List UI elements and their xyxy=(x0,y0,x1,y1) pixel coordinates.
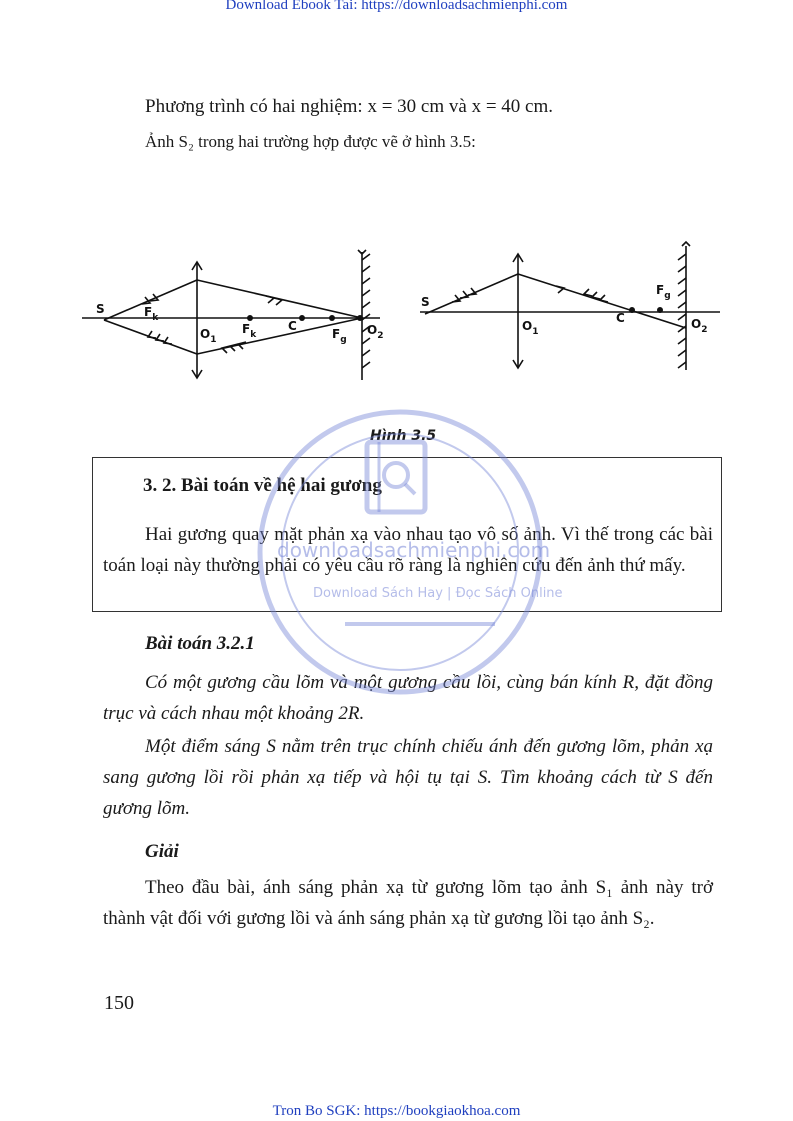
page-number: 150 xyxy=(104,992,134,1014)
svg-text:O2: $O_2$ xyxy=(367,323,384,341)
svg-text:S: S xyxy=(421,295,430,309)
left-fg-dot xyxy=(329,315,335,321)
intro-line-1: Phương trình có hai nghiệm: x = 30 cm và x = 40 cm. xyxy=(145,96,553,117)
svg-text:Fk: $F_k$ xyxy=(242,322,257,340)
figure-caption: Hình 3.5 xyxy=(370,428,437,444)
svg-text:Fg: $F_g$ xyxy=(332,327,347,345)
svg-text:O2: $O_2$ xyxy=(691,317,708,335)
section-paragraph: Hai gương quay mặt phản xạ vào nhau tạo vô số ảnh. Vì thế trong các bài toán loại này thường phải có yêu cầu rõ ràng là nghiên cứu đến ảnh thứ mấy. xyxy=(103,524,713,576)
solution-paragraph: Theo đầu bài, ánh sáng phản xạ từ gương lõm tạo ảnh S₁ ảnh này trở thành vật đối với gương lồi và ánh sáng phản xạ từ gương lồi tạo ảnh S₂. xyxy=(103,877,713,929)
svg-text:O1: $O_1$ xyxy=(200,327,217,345)
left-c-dot xyxy=(299,315,305,321)
watermark-tagline: Download Sách Hay | Đọc Sách Online xyxy=(313,586,563,601)
problem-paragraph-1: Có một gương cầu lõm và một gương cầu lồi, cùng bán kính R, đặt đồng trục và cách nhau một khoảng 2R. xyxy=(103,672,713,724)
left-label-s: S xyxy=(96,302,105,316)
svg-text:Fg: $F_g$ xyxy=(656,283,671,301)
problem-paragraph-2: Một điểm sáng S nằm trên trục chính chiếu ánh đến gương lõm, phản xạ sang gương lồi rồi phản xạ tiếp và hội tụ tại S. Tìm khoảng cách từ S đến gương lõm. xyxy=(103,736,713,819)
right-fg-dot xyxy=(657,307,663,313)
section-title: 3. 2. Bài toán về hệ hai gương xyxy=(143,475,382,496)
svg-text:Fk: $F_k$ xyxy=(144,305,159,323)
svg-text:C: C xyxy=(616,311,625,325)
ray-diagram xyxy=(80,238,720,388)
figure-3-5 xyxy=(80,238,720,388)
left-fk-dot xyxy=(247,315,253,321)
svg-text:C: C xyxy=(288,319,297,333)
intro-line-2: Ảnh S₂ trong hai trường hợp được vẽ ở hình 3.5: xyxy=(145,132,476,151)
header-download-link[interactable]: Download Ebook Tai: https://downloadsachmienphi.com xyxy=(225,0,568,13)
right-c-dot xyxy=(629,307,635,313)
svg-text:O1: $O_1$ xyxy=(522,319,539,337)
left-o2-dot xyxy=(357,315,363,321)
footer-sgk-link[interactable]: Tron Bo SGK: https://bookgiaokhoa.com xyxy=(272,1103,521,1119)
problem-heading: Bài toán 3.2.1 xyxy=(145,633,255,654)
watermark-site: downloadsachmienphi.com xyxy=(277,538,551,562)
solution-heading: Giải xyxy=(145,841,179,862)
